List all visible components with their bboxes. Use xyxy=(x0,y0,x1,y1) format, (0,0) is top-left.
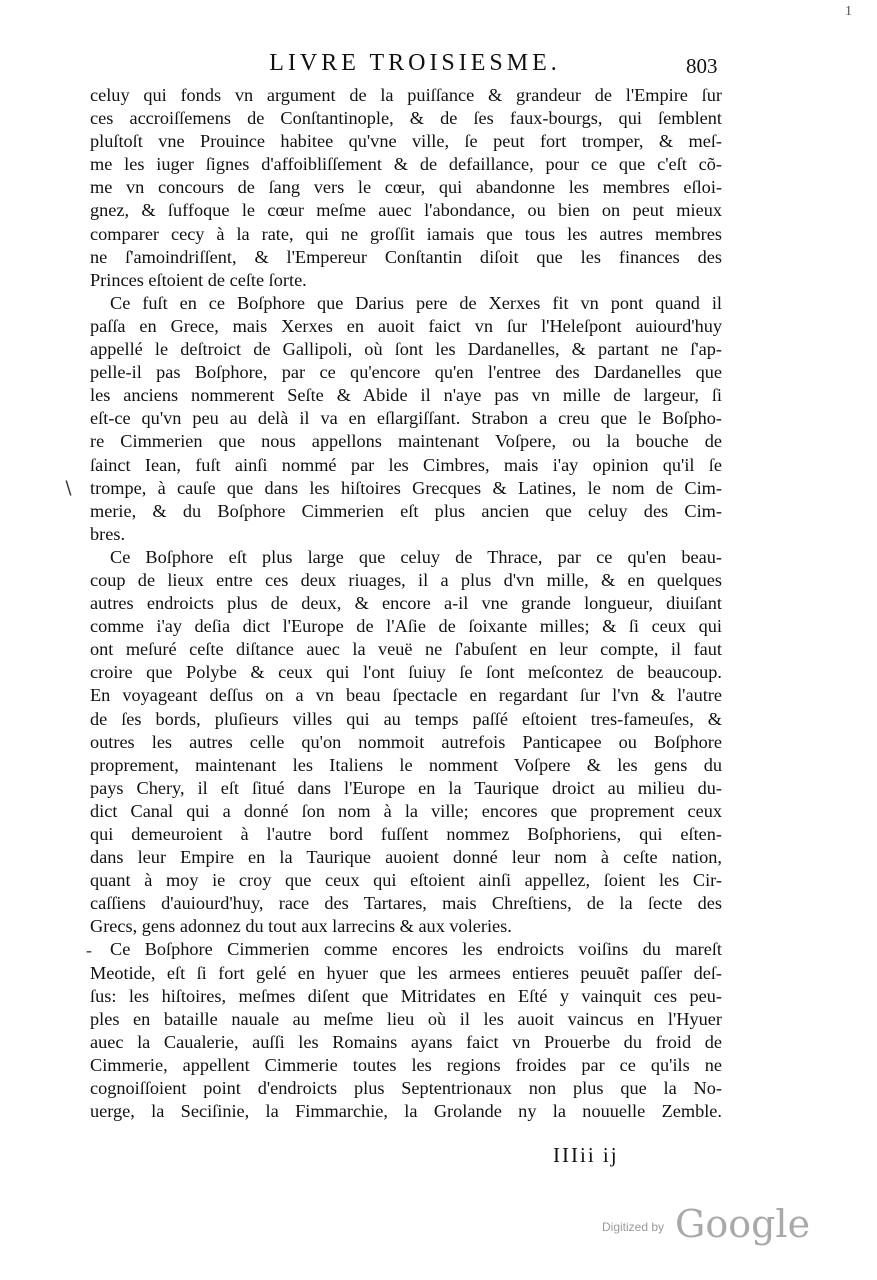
text-line: ples en bataille nauale au meſme lieu où il les auoit vaincus en l'Hyuer xyxy=(90,1008,722,1029)
text-line: comme i'ay deſia dict l'Europe de l'Aſie de ſoixante milles; & ſi ceux qui xyxy=(90,616,722,637)
digitized-by-label: Digitized by xyxy=(602,1220,665,1234)
text-line: coup de lieux entre ces deux riuages, il a plus d'vn mille, & en quelques xyxy=(90,569,722,590)
text-line: autres endroicts plus de deux, & encore a-il vne grande longueur, diuiſant xyxy=(90,593,722,614)
text-line: trompe, à cauſe que dans les hiſtoires Grecques & Latines, le nom de Cim- xyxy=(90,477,722,498)
text-line: de ſes bords, pluſieurs villes qui au temps paſſé eſtoient tres-fameuſes, & xyxy=(90,708,722,729)
text-line: auec la Caualerie, auſſi les Romains ayans faict vn Prouerbe du froid de xyxy=(90,1031,722,1052)
text-line: ſus: les hiſtoires, meſmes diſent que Mitridates en Eſté y vainquit ces peu- xyxy=(90,985,722,1006)
text-line: qui demeuroient à l'autre bord fuſſent nommez Boſphoriens, qui eſten- xyxy=(90,824,722,844)
text-line: ces accroiſſemens de Conſtantinople, & de ſes faux-bourgs, qui ſemblent xyxy=(90,108,722,129)
text-line: dict Canal qui a donné ſon nom à la ville; encores que proprement ceux xyxy=(90,800,722,821)
text-line: dans leur Empire en la Taurique auoient donné leur nom à ceſte nation, xyxy=(90,847,722,868)
text-line: bres. xyxy=(90,523,126,544)
text-line: gnez, & ſuffoque le cœur meſme auec l'abondance, ou bien on peut mieux xyxy=(90,200,722,221)
signature-mark: IIIii ij xyxy=(553,1143,619,1167)
text-line: celuy qui fonds vn argument de la puiſſance & grandeur de l'Empire ſur xyxy=(90,85,722,105)
corner-mark: 1 xyxy=(845,4,852,19)
text-line: Grecs, gens adonnez du tout aux larrecins & aux voleries. xyxy=(90,916,512,937)
text-line: les anciens nommerent Seſte & Abide il n'aye pas vn mille de largeur, ſi xyxy=(90,385,722,406)
text-line: Ce Boſphore eſt plus large que celuy de Thrace, par ce qu'en beau- xyxy=(110,546,722,567)
text-line: Meotide, eſt ſi fort gelé en hyuer que les armees entieres peuuẽt paſſer deſ- xyxy=(90,962,722,983)
text-line: ont meſuré ceſte diſtance auec la veuë ne ſ'abuſent en leur compte, il faut xyxy=(90,639,722,660)
text-line: outres les autres celle qu'on nommoit autrefois Panticapee ou Boſphore xyxy=(90,731,722,752)
text-line: ne ſ'amoindriſſent, & l'Empereur Conſtantin diſoit que les finances des xyxy=(90,246,722,267)
text-line: pays Chery, il eſt ſitué dans l'Europe en la Taurique droict au milieu du- xyxy=(90,777,722,798)
text-line: pluſtoſt vne Prouince habitee qu'vne ville, ſe peut fort tromper, & meſ- xyxy=(90,131,722,152)
text-line: uerge, la Seciſinie, la Fimmarchie, la Grolande ny la nouuelle Zemble. xyxy=(90,1101,722,1122)
text-line: re Cimmerien que nous appellons maintenant Voſpere, ou la bouche de xyxy=(90,431,722,452)
body-text xyxy=(90,84,722,1123)
text-line: cognoiſſoient point d'endroicts plus Septentrionaux non plus que la No- xyxy=(90,1078,722,1099)
text-line: Princes eſtoient de ceſte ſorte. xyxy=(90,269,307,290)
text-line: pelle-il pas Boſphore, par ce qu'encore qu'en l'entree des Dardanelles que xyxy=(90,362,722,383)
text-line: merie, & du Boſphore Cimmerien eſt plus ancien que celuy des Cim- xyxy=(90,500,722,521)
page-number: 803 xyxy=(686,54,718,78)
text-line: caſſiens d'auiourd'huy, race des Tartares, mais Chreſtiens, de la ſecte des xyxy=(90,893,722,914)
text-line: quant à moy ie croy que ceux qui eſtoient ainſi appellez, ſoient les Cir- xyxy=(90,870,722,891)
margin-mark: - xyxy=(86,940,92,960)
text-line: eſt-ce qu'vn peu au delà il va en eſlargiſſant. Strabon a creu que le Boſpho- xyxy=(90,408,722,429)
text-line: Cimmerie, appellent Cimmerie toutes les regions froides par ce qu'ils ne xyxy=(90,1054,722,1075)
text-line: appellé le deſtroict de Gallipoli, où ſont les Dardanelles, & partant ne ſ'ap- xyxy=(90,339,722,360)
running-title: LIVRE TROISIESME. xyxy=(269,50,561,76)
margin-mark: ∖ xyxy=(62,478,74,498)
text-line: ſainct Iean, fuſt ainſi nommé par les Cimbres, mais i'ay opinion qu'il ſe xyxy=(90,454,722,475)
text-line: Ce fuſt en ce Boſphore que Darius pere de Xerxes fit vn pont quand il xyxy=(110,292,722,313)
text-line: paſſa en Grece, mais Xerxes en auoit faict vn ſur l'Heleſpont auiourd'huy xyxy=(90,315,722,336)
text-line: me vn concours de ſang vers le cœur, qui abandonne les membres eſloi- xyxy=(90,177,722,198)
text-line: Ce Boſphore Cimmerien comme encores les endroicts voiſins du mareſt xyxy=(110,939,722,960)
text-line: me les iuger ſignes d'affoibliſſement & de defaillance, pour ce que c'eſt cõ- xyxy=(90,154,722,175)
text-line: comparer cecy à la rate, qui ne groſſit iamais que tous les autres membres xyxy=(90,223,722,244)
text-line: proprement, maintenant les Italiens le nomment Voſpere & les gens du xyxy=(90,754,722,775)
text-line: En voyageant deſſus on a vn beau ſpectacle en regardant ſur l'vn & l'autre xyxy=(90,685,722,706)
text-line: croire que Polybe & ceux qui l'ont ſuiuy ſe ſont meſcontez de beaucoup. xyxy=(90,662,722,683)
google-watermark: Google xyxy=(675,1202,811,1246)
